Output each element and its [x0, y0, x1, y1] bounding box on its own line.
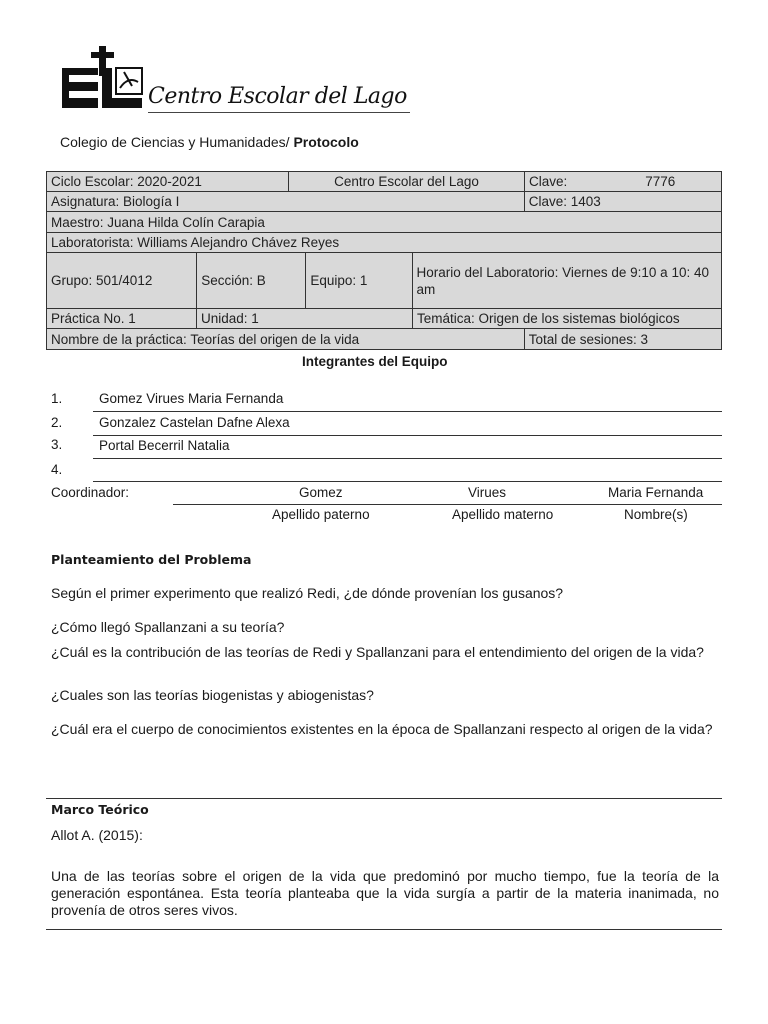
header-table-row-1 — [46, 171, 722, 192]
coordinator-materno: Virues — [468, 485, 507, 500]
member-name: Portal Becerril Natalia — [99, 438, 230, 453]
team-title: Integrantes del Equipo — [302, 354, 448, 369]
maestro-cell: Maestro: Juana Hilda Colín Carapia — [47, 212, 722, 233]
header-table-row-6 — [46, 308, 722, 329]
member-name: Gonzalez Castelan Dafne Alexa — [99, 415, 290, 430]
problem-question: ¿Cuales son las teorías biogenistas y abiogenistas? — [51, 687, 374, 703]
clave2-cell: Clave: 1403 — [524, 192, 721, 212]
subtitle-main: Colegio de Ciencias y Humanidades/ — [60, 134, 294, 150]
logo-underline — [148, 112, 410, 113]
section-divider — [46, 929, 722, 930]
member-line — [93, 435, 722, 436]
member-line — [93, 481, 722, 482]
clave1-label: Clave: — [529, 174, 568, 189]
seccion-cell: Sección: B — [197, 253, 306, 309]
problem-question: ¿Cómo llegó Spallanzani a su teoría? — [51, 619, 285, 635]
clave1-cell — [525, 172, 722, 192]
total-sesiones-cell: Total de sesiones: 3 — [524, 329, 721, 350]
member-number: 2. — [51, 415, 63, 430]
theory-title: Marco Teórico — [51, 802, 149, 817]
ciclo-cell: Ciclo Escolar: 2020-2021 — [47, 172, 289, 192]
tematica-cell: Temática: Origen de los sistemas biológicos — [413, 309, 722, 329]
coordinator-sub-materno: Apellido materno — [452, 507, 554, 522]
section-divider — [46, 798, 722, 799]
coordinator-line — [173, 504, 722, 505]
member-number: 4. — [51, 462, 63, 477]
problem-question: ¿Cuál era el cuerpo de conocimientos existentes en la época de Spallanzani respecto al origen de la vida? — [51, 721, 713, 737]
header-table-row-5 — [46, 252, 722, 309]
member-line — [93, 458, 722, 459]
school-name-logo-text: Centro Escolar del Lago — [148, 84, 407, 109]
horario-cell: Horario del Laboratorio: Viernes de 9:10 a 10: 40 am — [412, 253, 721, 309]
header-table-row-4 — [46, 232, 722, 253]
header-table-row-2 — [46, 191, 722, 212]
header-table-row-7 — [46, 328, 722, 350]
page-subtitle — [60, 134, 359, 150]
theory-paragraph: Una de las teorías sobre el origen de la vida que predominó por mucho tiempo, fue la teoría de la generación espontánea. Esta teoría planteaba que la vida surgía a partir de la materia inanimada, no provenía de otros seres vivos. — [51, 868, 719, 918]
grupo-cell: Grupo: 501/4012 — [47, 253, 197, 309]
coordinator-sub-nombre: Nombre(s) — [624, 507, 688, 522]
equipo-cell: Equipo: 1 — [306, 253, 412, 309]
coordinator-paterno: Gomez — [299, 485, 343, 500]
member-name: Gomez Virues Maria Fernanda — [99, 391, 284, 406]
coordinator-nombre: Maria Fernanda — [608, 485, 704, 500]
unidad-cell: Unidad: 1 — [197, 309, 413, 329]
clave1-value: 7776 — [645, 174, 676, 189]
nombre-practica-cell: Nombre de la práctica: Teorías del origen de la vida — [47, 329, 525, 350]
coordinator-label: Coordinador: — [51, 485, 130, 500]
centro-cell: Centro Escolar del Lago — [289, 172, 525, 192]
theory-citation: Allot A. (2015): — [51, 827, 143, 843]
coordinator-sub-paterno: Apellido paterno — [272, 507, 370, 522]
member-line — [93, 411, 722, 412]
member-number: 3. — [51, 437, 63, 452]
laboratorista-cell: Laboratorista: Williams Alejandro Chávez Reyes — [47, 233, 722, 253]
header-table-row-3 — [46, 211, 722, 233]
problem-title: Planteamiento del Problema — [51, 552, 252, 567]
asignatura-cell: Asignatura: Biología I — [47, 192, 525, 212]
practica-cell: Práctica No. 1 — [47, 309, 197, 329]
problem-question: Según el primer experimento que realizó Redi, ¿de dónde provenían los gusanos? — [51, 585, 564, 601]
member-number: 1. — [51, 391, 63, 406]
subtitle-bold: Protocolo — [293, 134, 359, 150]
problem-question: ¿Cuál es la contribución de las teorías de Redi y Spallanzani para el entendimiento del origen de la vida? — [51, 644, 704, 660]
